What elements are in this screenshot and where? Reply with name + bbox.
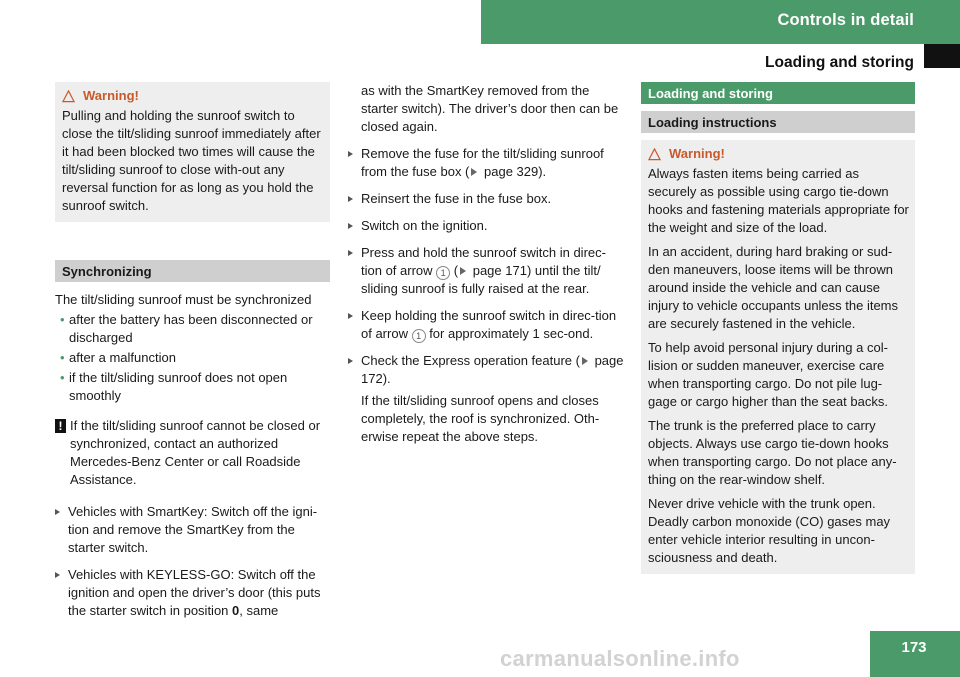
warning-paragraph: The trunk is the preferred place to carry objects. Always use cargo tie-down hooks when transporting cargo. Do not place any-thing on the rear-window shelf. xyxy=(648,418,897,487)
note-icon: ! xyxy=(55,419,66,433)
step-arrow-icon xyxy=(348,313,353,319)
warning-title: Warning! xyxy=(83,88,139,103)
section-title-loading: Loading and storing xyxy=(641,82,915,104)
step-item: Reinsert the fuse in the fuse box. xyxy=(348,190,624,208)
warning-icon xyxy=(62,90,75,103)
step-item: Press and hold the sunroof switch in direc-tion of arrow 1 ( page 171) until the tilt/ sliding sunroof is fully raised at the rear. xyxy=(348,244,624,298)
step-arrow-icon xyxy=(348,250,353,256)
step-item: Keep holding the sunroof switch in direc-tion of arrow 1 for approximately 1 sec-ond. xyxy=(348,307,624,343)
step-arrow-icon xyxy=(55,572,60,578)
page-ref-icon xyxy=(582,357,588,365)
list-item: • after the battery has been disconnected or discharged xyxy=(60,312,313,345)
chapter-title: Controls in detail xyxy=(777,11,914,29)
callout-1-icon: 1 xyxy=(412,329,426,343)
warning-box xyxy=(641,140,915,574)
page-ref-icon xyxy=(460,267,466,275)
list-item: • after a malfunction xyxy=(60,350,176,365)
section-title-synchronizing: Synchronizing xyxy=(55,260,330,282)
step-item: Remove the fuse for the tilt/sliding sunroof from the fuse box ( page 329). xyxy=(348,145,624,181)
list-item: • if the tilt/sliding sunroof does not open smoothly xyxy=(60,370,288,403)
watermark: carmanualsonline.info xyxy=(500,646,740,671)
step-arrow-icon xyxy=(348,151,353,157)
warning-title: Warning! xyxy=(669,146,725,161)
step-item: Switch on the ignition. xyxy=(348,217,624,235)
page-number-box xyxy=(870,631,960,677)
subsection-title-instructions: Loading instructions xyxy=(641,111,915,133)
warning-paragraph: In an accident, during hard braking or sud-den maneuvers, loose items will be thrown around inside the vehicle and can cause injury to vehicle occupants unless the items are securely fastened in the vehicle. xyxy=(648,244,899,331)
column-right xyxy=(641,82,915,574)
warning-paragraph: Never drive vehicle with the trunk open. Deadly carbon monoxide (CO) gases may enter vehicle interior resulting in uncon-sciousness and death. xyxy=(648,496,891,565)
step-item: Vehicles with SmartKey: Switch off the igni-tion and remove the SmartKey from the starter switch. xyxy=(55,503,330,557)
page-number: 173 xyxy=(901,639,927,656)
step-arrow-icon xyxy=(55,509,60,515)
note: ! If the tilt/sliding sunroof cannot be closed or synchronized, contact an authorized Mercedes-Benz Center or call Roadside Assistance. xyxy=(55,417,330,489)
intro-text: The tilt/sliding sunroof must be synchronized xyxy=(55,292,312,307)
step-item: Check the Express operation feature ( page 172). xyxy=(348,352,624,388)
warning-heading xyxy=(62,87,324,105)
warning-icon xyxy=(648,148,661,161)
section-header: Loading and storing xyxy=(765,54,914,71)
warning-paragraph: Always fasten items being carried as securely as possible using cargo tie-down hooks and fastening materials appropriate for the weight and size of the load. xyxy=(648,166,909,235)
callout-1-icon: 1 xyxy=(436,266,450,280)
page-ref-icon xyxy=(471,168,477,176)
result-text: If the tilt/sliding sunroof opens and closes completely, the roof is synchronized. Oth-erwise repeat the above steps. xyxy=(361,393,600,444)
warning-text: Pulling and holding the sunroof switch to close the tilt/sliding sunroof immediately after it had been blocked two times will cause the tilt/sliding sunroof to close with-out any reversal function for as long as you hold the sunroof switch. xyxy=(62,108,321,213)
step-arrow-icon xyxy=(348,223,353,229)
warning-box xyxy=(55,82,330,222)
header-tab xyxy=(924,44,960,68)
step-arrow-icon xyxy=(348,358,353,364)
column-left xyxy=(55,82,330,629)
column-middle xyxy=(348,82,624,446)
step-arrow-icon xyxy=(348,196,353,202)
continued-text: as with the SmartKey removed from the starter switch). The driver’s door then can be closed again. xyxy=(361,83,619,134)
warning-heading xyxy=(648,145,909,163)
warning-paragraph: To help avoid personal injury during a col-lision or sudden maneuver, exercise care when transporting cargo. Do not pile lug-gage or cargo higher than the seat backs. xyxy=(648,340,888,409)
step-item: Vehicles with KEYLESS-GO: Switch off the ignition and open the driver’s door (this puts the starter switch in position 0, same xyxy=(55,566,330,620)
